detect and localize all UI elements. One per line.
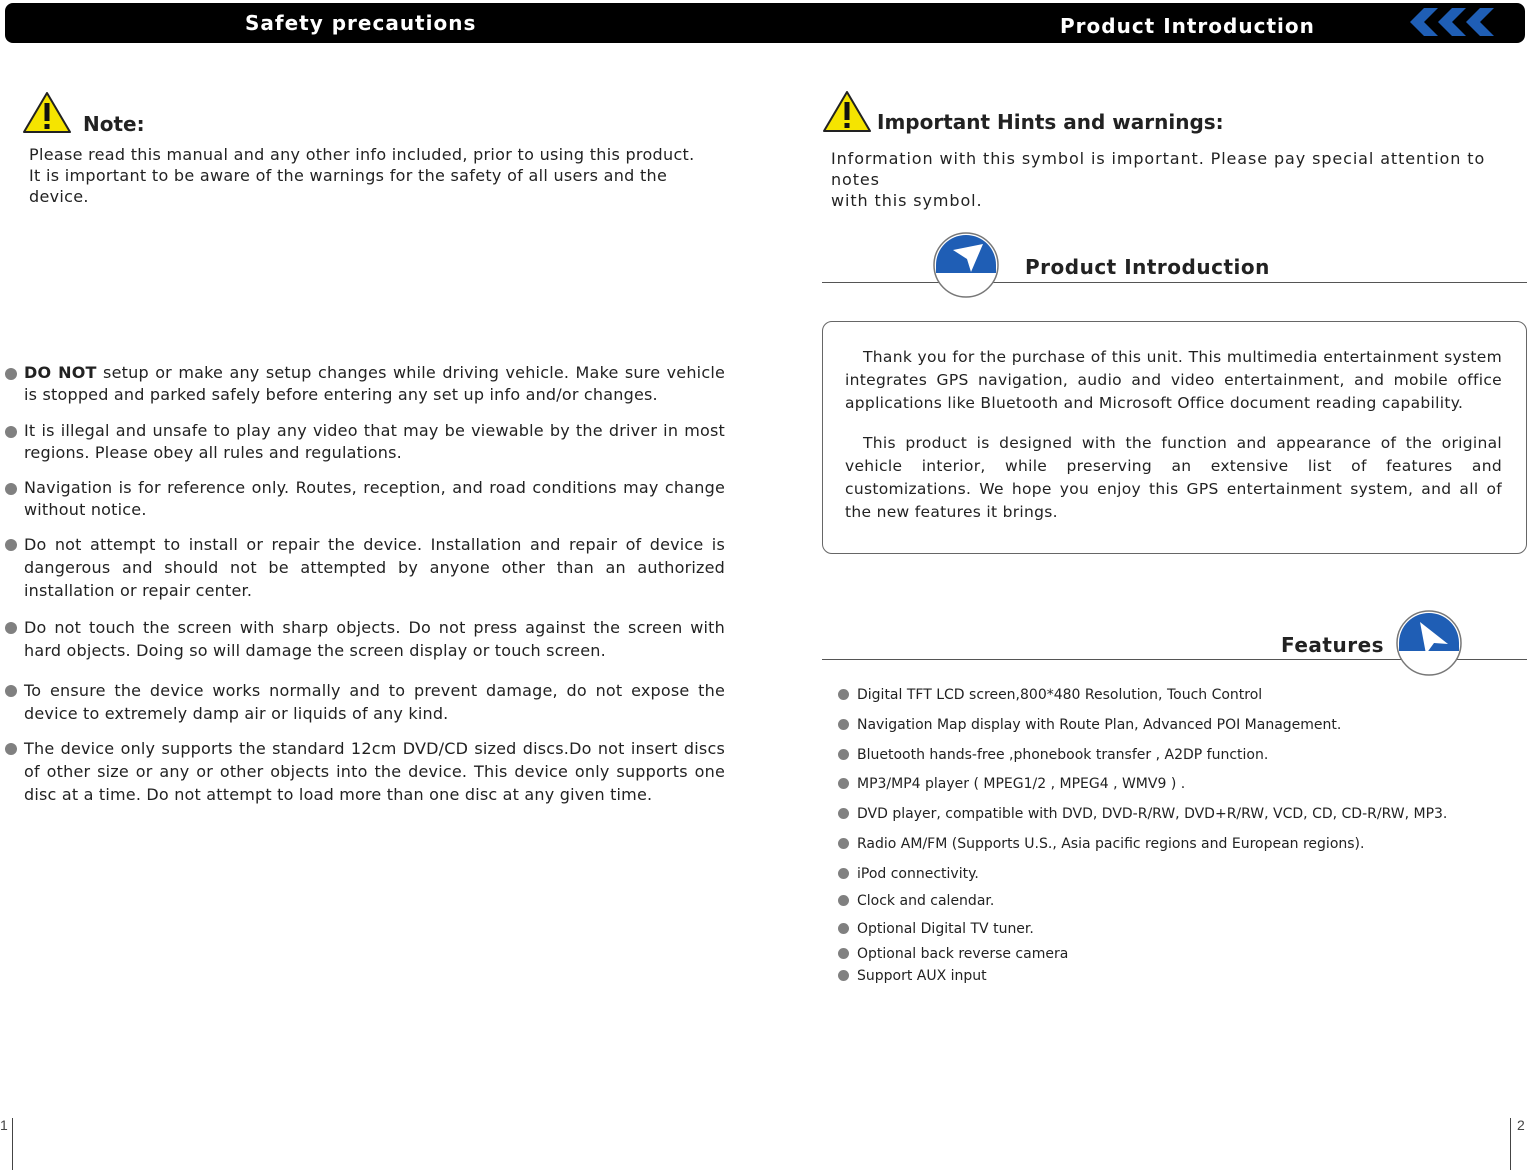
warning-icon bbox=[822, 90, 872, 133]
bullet-icon bbox=[838, 970, 849, 981]
bullet-icon bbox=[838, 838, 849, 849]
list-item bbox=[5, 616, 725, 662]
bullet-icon bbox=[838, 808, 849, 819]
bullet-icon bbox=[5, 368, 17, 380]
bullet-text: Navigation is for reference only. Routes, reception, and road conditions may change without notice. bbox=[24, 478, 725, 519]
bullet-icon bbox=[838, 868, 849, 879]
bullet-icon bbox=[5, 622, 17, 634]
list-item: MP3/MP4 player ( MPEG1/2 , MPEG4 , WMV9 ) . bbox=[838, 776, 1185, 792]
bullet-icon bbox=[5, 743, 17, 755]
list-item bbox=[5, 420, 725, 464]
note-line: It is important to be aware of the warnings for the safety of all users and the bbox=[29, 166, 668, 185]
left-page-title: Safety precautions bbox=[245, 11, 477, 35]
bullet-icon bbox=[838, 895, 849, 906]
list-item bbox=[5, 679, 725, 725]
note-heading: Note: bbox=[83, 112, 145, 136]
bullet-icon bbox=[838, 719, 849, 730]
list-item: Bluetooth hands-free ,phonebook transfer , A2DP function. bbox=[838, 747, 1268, 763]
intro-box bbox=[822, 321, 1527, 554]
bullet-text: The device only supports the standard 12cm DVD/CD sized discs.Do not insert discs of other size or any or other objects into the device. This device only supports one disc at a time. Do not attempt to load more than one disc at any given time. bbox=[24, 739, 725, 804]
list-item bbox=[5, 737, 725, 806]
note-line: device. bbox=[29, 187, 89, 206]
warning-icon bbox=[22, 91, 72, 134]
page-margin-line bbox=[1510, 1118, 1511, 1170]
hints-text bbox=[831, 148, 1521, 211]
list-item bbox=[5, 477, 725, 521]
features-title: Features bbox=[1281, 633, 1385, 657]
navigation-arrow-icon bbox=[1396, 610, 1462, 676]
right-page-title: Product Introduction bbox=[1060, 14, 1315, 38]
bullet-icon bbox=[838, 689, 849, 700]
bullet-icon bbox=[838, 749, 849, 760]
section-divider bbox=[822, 282, 1527, 283]
bullet-bold-text: DO NOT bbox=[24, 363, 97, 382]
list-item: Navigation Map display with Route Plan, Advanced POI Management. bbox=[838, 717, 1341, 733]
bullet-icon bbox=[838, 948, 849, 959]
page-number-left: 1 bbox=[0, 1117, 8, 1133]
list-item: Support AUX input bbox=[838, 968, 987, 984]
page-number-right: 2 bbox=[1517, 1117, 1525, 1133]
chevron-left-icon bbox=[1410, 8, 1500, 36]
list-item bbox=[5, 533, 725, 602]
bullet-icon bbox=[838, 923, 849, 934]
bullet-text: setup or make any setup changes while driving vehicle. Make sure vehicle is stopped and parked safely before entering any set up info and/or changes. bbox=[24, 363, 726, 404]
list-item: Radio AM/FM (Supports U.S., Asia pacific regions and European regions). bbox=[838, 836, 1364, 852]
hints-line: Information with this symbol is important. Please pay special attention to notes bbox=[831, 149, 1486, 189]
list-item bbox=[5, 362, 725, 406]
bullet-icon bbox=[5, 685, 17, 697]
note-line: Please read this manual and any other info included, prior to using this product. bbox=[29, 145, 695, 164]
bullet-text: It is illegal and unsafe to play any video that may be viewable by the driver in most regions. Please obey all rules and regulations. bbox=[24, 421, 725, 462]
intro-paragraph: This product is designed with the function and appearance of the original vehicle interior, while preserving an extensive list of features and customizations. We hope you enjoy this GPS entertainment system, and all of the new features it brings. bbox=[845, 434, 1502, 521]
product-intro-title: Product Introduction bbox=[1025, 255, 1270, 279]
list-item: iPod connectivity. bbox=[838, 866, 979, 882]
intro-paragraph: Thank you for the purchase of this unit. This multimedia entertainment system integrates GPS navigation, audio and video entertainment, and mobile office applications like Bluetooth and Microsoft Office document reading capability. bbox=[845, 348, 1502, 412]
list-item: Digital TFT LCD screen,800*480 Resolution, Touch Control bbox=[838, 687, 1262, 703]
bullet-text: Do not touch the screen with sharp objects. Do not press against the screen with hard objects. Doing so will damage the screen display or touch screen. bbox=[24, 618, 725, 660]
list-item: Optional Digital TV tuner. bbox=[838, 921, 1034, 937]
bullet-text: To ensure the device works normally and to prevent damage, do not expose the device to extremely damp air or liquids of any kind. bbox=[24, 681, 725, 723]
bullet-icon bbox=[838, 778, 849, 789]
hints-heading: Important Hints and warnings: bbox=[877, 110, 1224, 134]
page-margin-line bbox=[12, 1118, 13, 1170]
hints-line: with this symbol. bbox=[831, 191, 983, 210]
navigation-arrow-icon bbox=[933, 232, 999, 298]
bullet-icon bbox=[5, 426, 17, 438]
list-item: DVD player, compatible with DVD, DVD-R/RW, DVD+R/RW, VCD, CD, CD-R/RW, MP3. bbox=[838, 806, 1447, 822]
bullet-icon bbox=[5, 483, 17, 495]
bullet-icon bbox=[5, 539, 17, 551]
note-text bbox=[29, 144, 729, 207]
list-item: Clock and calendar. bbox=[838, 893, 994, 909]
bullet-text: Do not attempt to install or repair the device. Installation and repair of device is dangerous and should not be attempted by anyone other than an authorized installation or repair center. bbox=[24, 535, 725, 600]
list-item: Optional back reverse camera bbox=[838, 946, 1068, 962]
